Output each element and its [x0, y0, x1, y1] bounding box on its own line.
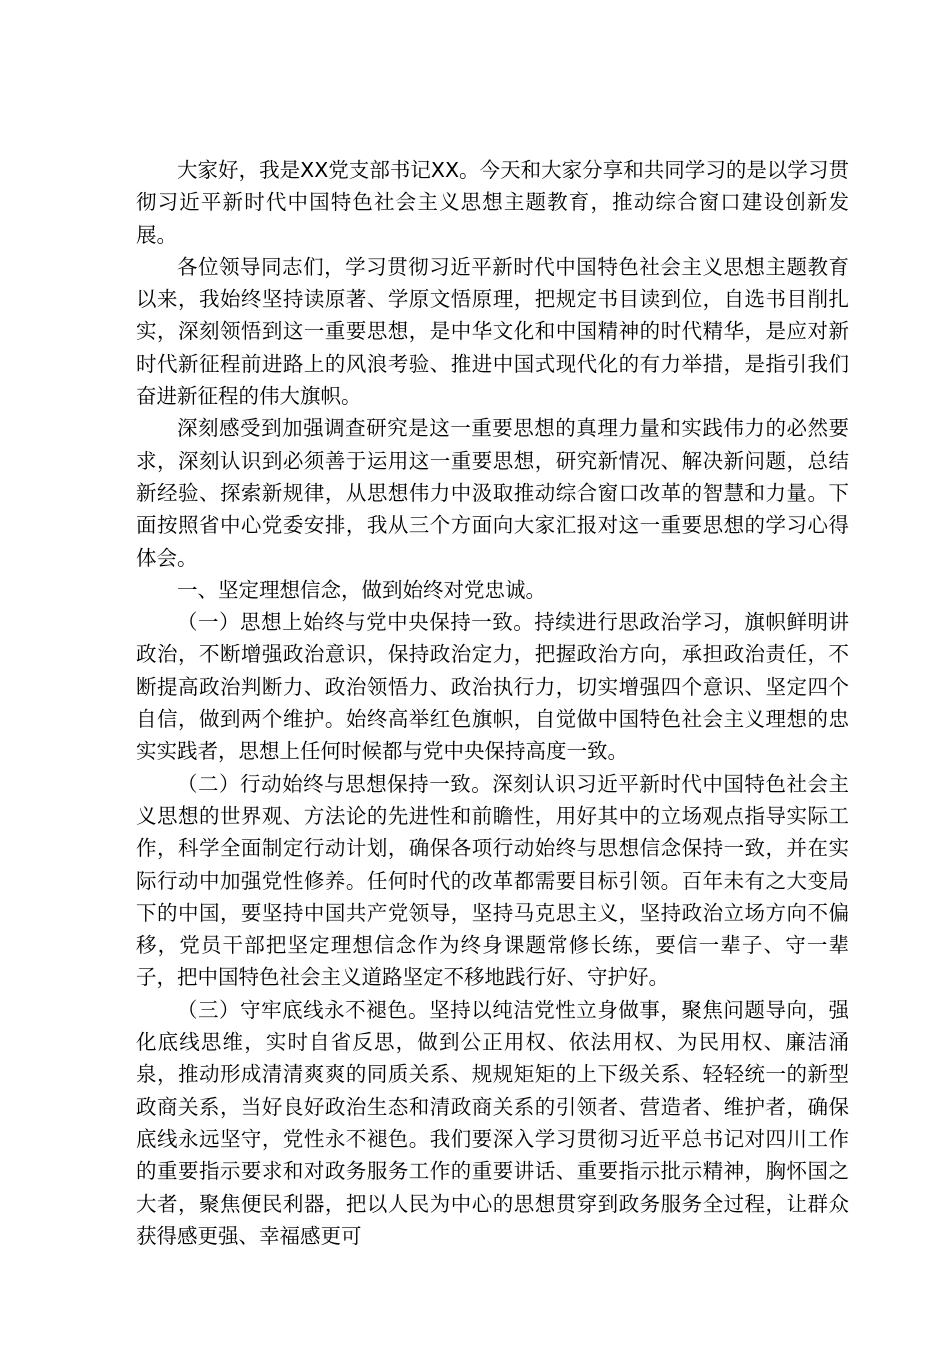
- paragraph-study-reflection: 各位领导同志们，学习贯彻习近平新时代中国特色社会主义思想主题教育以来，我始终坚持读原著、学原文悟原理，把规定书目读到位，自选书目削扎实，深刻领悟到这一重要思想，是中华文化和中国精神的时代精华，是应对新时代新征程前进路上的风浪考验、推进中国式现代化的有力举措，是指引我们奋进新征程的伟大旗帜。: [136, 254, 849, 409]
- paragraph-subsection-3: （三）守牢底线永不褪色。坚持以纯洁党性立身做事，聚焦问题导向，强化底线思维，实时自省反思，做到公正用权、依法用权、为民用权、廉洁涌泉，推动形成清清爽爽的同质关系、规规矩矩的上下级关系、轻轻统一的新型政商关系，当好良好政治生态和清政商关系的引领者、营造者、维护者，确保底线永远坚守，党性永不褪色。我们要深入学习贯彻习近平总书记对四川工作的重要指示要求和对政务服务工作的重要讲话、重要指示批示精神，胸怀国之大者，聚焦便民利器，把以人民为中心的思想贯穿到政务服务全过程，让群众获得感更强、幸福感更可: [136, 997, 849, 1248]
- section-heading-1: 一、坚定理想信念，做到始终对党忠诚。: [177, 577, 546, 602]
- paragraph-subsection-1: （一）思想上始终与党中央保持一致。持续进行思政治学习，旗帜鲜明讲政治，不断增强政治意识，保持政治定力，把握政治方向，承担政治责任，不断提高政治判断力、政治领悟力、政治执行力，切实增强四个意识、坚定四个自信，做到两个维护。始终高举红色旗帜，自觉做中国特色社会主义理想的忠实实践者，思想上任何时候都与党中央保持高度一致。: [136, 610, 849, 764]
- paragraph-investigation-research: 深刻感受到加强调查研究是这一重要思想的真理力量和实践伟力的必然要求，深刻认识到必须善于运用这一重要思想，研究新情况、解决新问题，总结新经验、探索新规律，从思想伟力中汲取推动综合窗口改革的智慧和力量。下面按照省中心党委安排，我从三个方面向大家汇报对这一重要思想的学习心得体会。: [136, 416, 849, 570]
- paragraph-subsection-2: （二）行动始终与思想保持一致。深刻认识习近平新时代中国特色社会主义思想的世界观、方法论的先进性和前瞻性，用好其中的立场观点指导实际工作，科学全面制定行动计划，确保各项行动始终与思想信念保持一致，并在实际行动中加强党性修养。任何时代的改革都需要目标引领。百年未有之大变局下的中国，要坚持中国共产党领导，坚持马克思主义，坚持政治立场方向不偏移，党员干部把坚定理想信念作为终身课题常修长练，要信一辈子、守一辈子，把中国特色社会主义道路坚定不移地践行好、守护好。: [136, 771, 849, 990]
- paragraph-greeting: 大家好，我是XX党支部书记XX。今天和大家分享和共同学习的是以学习贯彻习近平新时代中国特色社会主义思想主题教育，推动综合窗口建设创新发展。: [136, 158, 849, 247]
- document-body: [136, 154, 849, 1252]
